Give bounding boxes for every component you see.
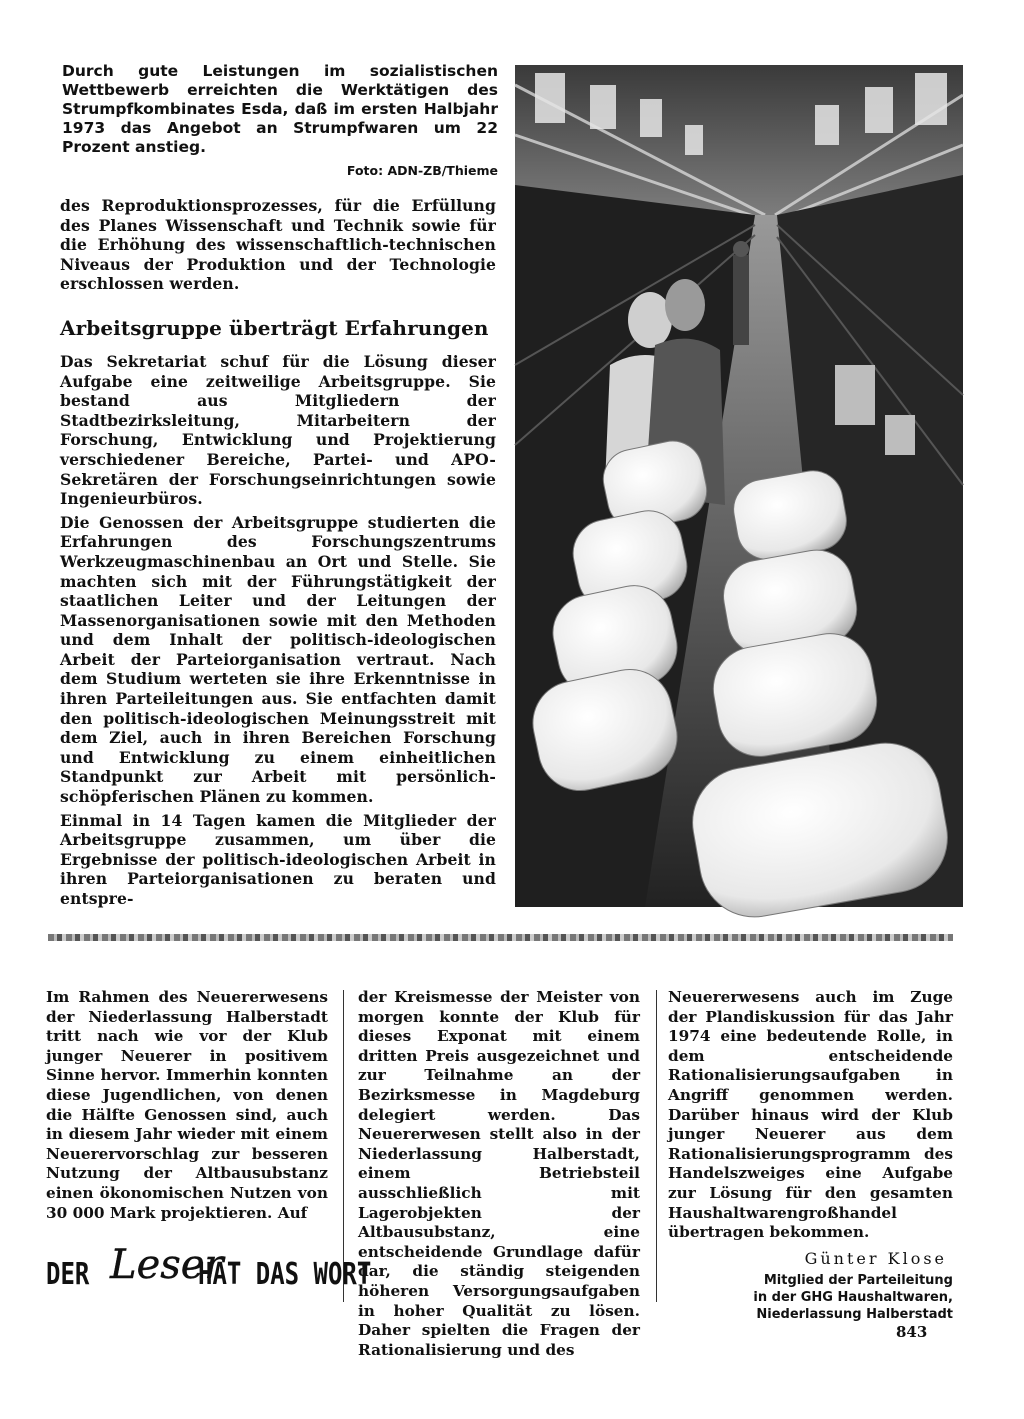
photo-credit: Foto: ADN-ZB/Thieme bbox=[346, 163, 498, 178]
svg-text:HAT DAS WORT: HAT DAS WORT bbox=[198, 1257, 372, 1292]
caption-text: Durch gute Leistungen im sozialistischen Wettbewerb erreichten die Werktätigen des Strumpfkombinates Esda, daß im ersten Halbjahr 1973 das Angebot an Strumpfwaren um 22 Prozent anstieg. bbox=[62, 62, 498, 156]
letter-text-3: Neuererwesens auch im Zuge der Plandiskussion für das Jahr 1974 eine bedeutende Rolle, in dem entscheidende Rationalisierungsaufgaben in Angriff genommen werden. Darüber hinaus wird der Klub junger Neuerer aus dem Rationalisierungsprogramm des Handelszweiges eine Aufgabe zur Lösung für den gesamten Haushaltwarengroßhandel übertragen bekommen. bbox=[668, 988, 953, 1242]
column-rule bbox=[656, 990, 657, 1302]
article-paragraph: Einmal in 14 Tagen kamen die Mitglieder der Arbeitsgruppe zusammen, um über die Ergebnisse der politisch-ideologischen Arbeit in ihren Parteiorganisationen zu beraten und entspre- bbox=[60, 810, 496, 908]
article-heading: Arbeitsgruppe überträgt Erfahrungen bbox=[60, 315, 489, 340]
page-number: 843 bbox=[896, 1323, 928, 1341]
svg-text:DER: DER bbox=[46, 1257, 90, 1292]
article-intro: des Reproduktionsprozesses, für die Erfüllung des Planes Wissenschaft und Technik sowie für die Erhöhung des wissenschaftlich-technischen Niveaus der Produktion und der Technologie erschlossen werden. bbox=[60, 196, 496, 294]
svg-text:Leser: Leser bbox=[110, 1242, 224, 1288]
factory-photo bbox=[515, 65, 963, 907]
der-leser-hat-das-wort-logo bbox=[46, 1238, 372, 1298]
article-paragraph: Die Genossen der Arbeitsgruppe studierten die Erfahrungen des Forschungszentrums Werkzeugmaschinenbau an Ort und Stelle. Sie machten sich mit der Führungstätigkeit der staatlichen Leiter und der Leitungen der Massenorganisationen sowie mit den Methoden und dem Inhalt der politisch-ideologischen Arbeit der Parteiorganisation vertraut. Nach dem Studium werteten sie ihre Erkenntnisse in ihren Parteileitungen aus. Sie entfachten damit den politisch-ideologischen Meinungsstreit mit dem Ziel, auch in ihren Bereichen Forschung und Entwicklung zu einem einheitlichen Standpunkt zur Arbeit mit persönlich-schöpferischen Plänen zu kommen. bbox=[60, 512, 496, 807]
author-role-line: Mitglied der Parteileitung bbox=[763, 1273, 953, 1289]
article-column bbox=[60, 196, 496, 913]
photo-caption bbox=[62, 62, 498, 180]
author-role-line: Niederlassung Halberstadt bbox=[756, 1307, 953, 1323]
author-name: Günter Klose bbox=[804, 1248, 947, 1268]
signature-block bbox=[668, 1249, 953, 1324]
section-divider bbox=[48, 934, 953, 941]
letter-column-3 bbox=[668, 988, 953, 1323]
article-paragraph: Das Sekretariat schuf für die Lösung dieser Aufgabe eine zeitweilige Arbeitsgruppe. Sie bestand aus Mitgliedern der Stadtbezirksleitung, Mitarbeitern der Forschung, Entwicklung und Projektierung verschiedener Bereiche, Partei- und APO-Sekretären der Forschungseinrichtungen sowie Ingenieurbüros. bbox=[60, 351, 496, 509]
column-rule bbox=[343, 990, 344, 1302]
author-role-line: in der GHG Haushaltwaren, bbox=[753, 1290, 953, 1306]
letter-column-1 bbox=[46, 988, 328, 1223]
letter-text-2: der Kreismesse der Meister von morgen konnte der Klub für dieses Exponat mit einem dritten Preis ausgezeichnet und zur Teilnahme an der Bezirksmesse in Magdeburg delegiert werden. Das Neuererwesen stellt also in der Niederlassung Halberstadt, einem Betriebsteil ausschließlich mit Lagerobjekten der Altbausubstanz, eine entscheidende Grundlage dafür dar, die ständig steigenden höheren Versorgungsaufgaben in hoher Qualität zu lösen. Daher spielten die Fragen der Rationalisierung und des bbox=[358, 988, 640, 1359]
letter-text-1: Im Rahmen des Neuererwesens der Niederlassung Halberstadt tritt nach wie vor der Klub junger Neuerer in positivem Sinne hervor. Immerhin konnten diese Jugendlichen, von denen die Hälfte Genossen sind, auch in diesem Jahr wieder mit einem Neuerervorschlag zur besseren Nutzung der Altbausubstanz einen ökonomischen Nutzen von 30 000 Mark projektieren. Auf bbox=[46, 988, 328, 1222]
letter-column-2 bbox=[358, 988, 640, 1360]
